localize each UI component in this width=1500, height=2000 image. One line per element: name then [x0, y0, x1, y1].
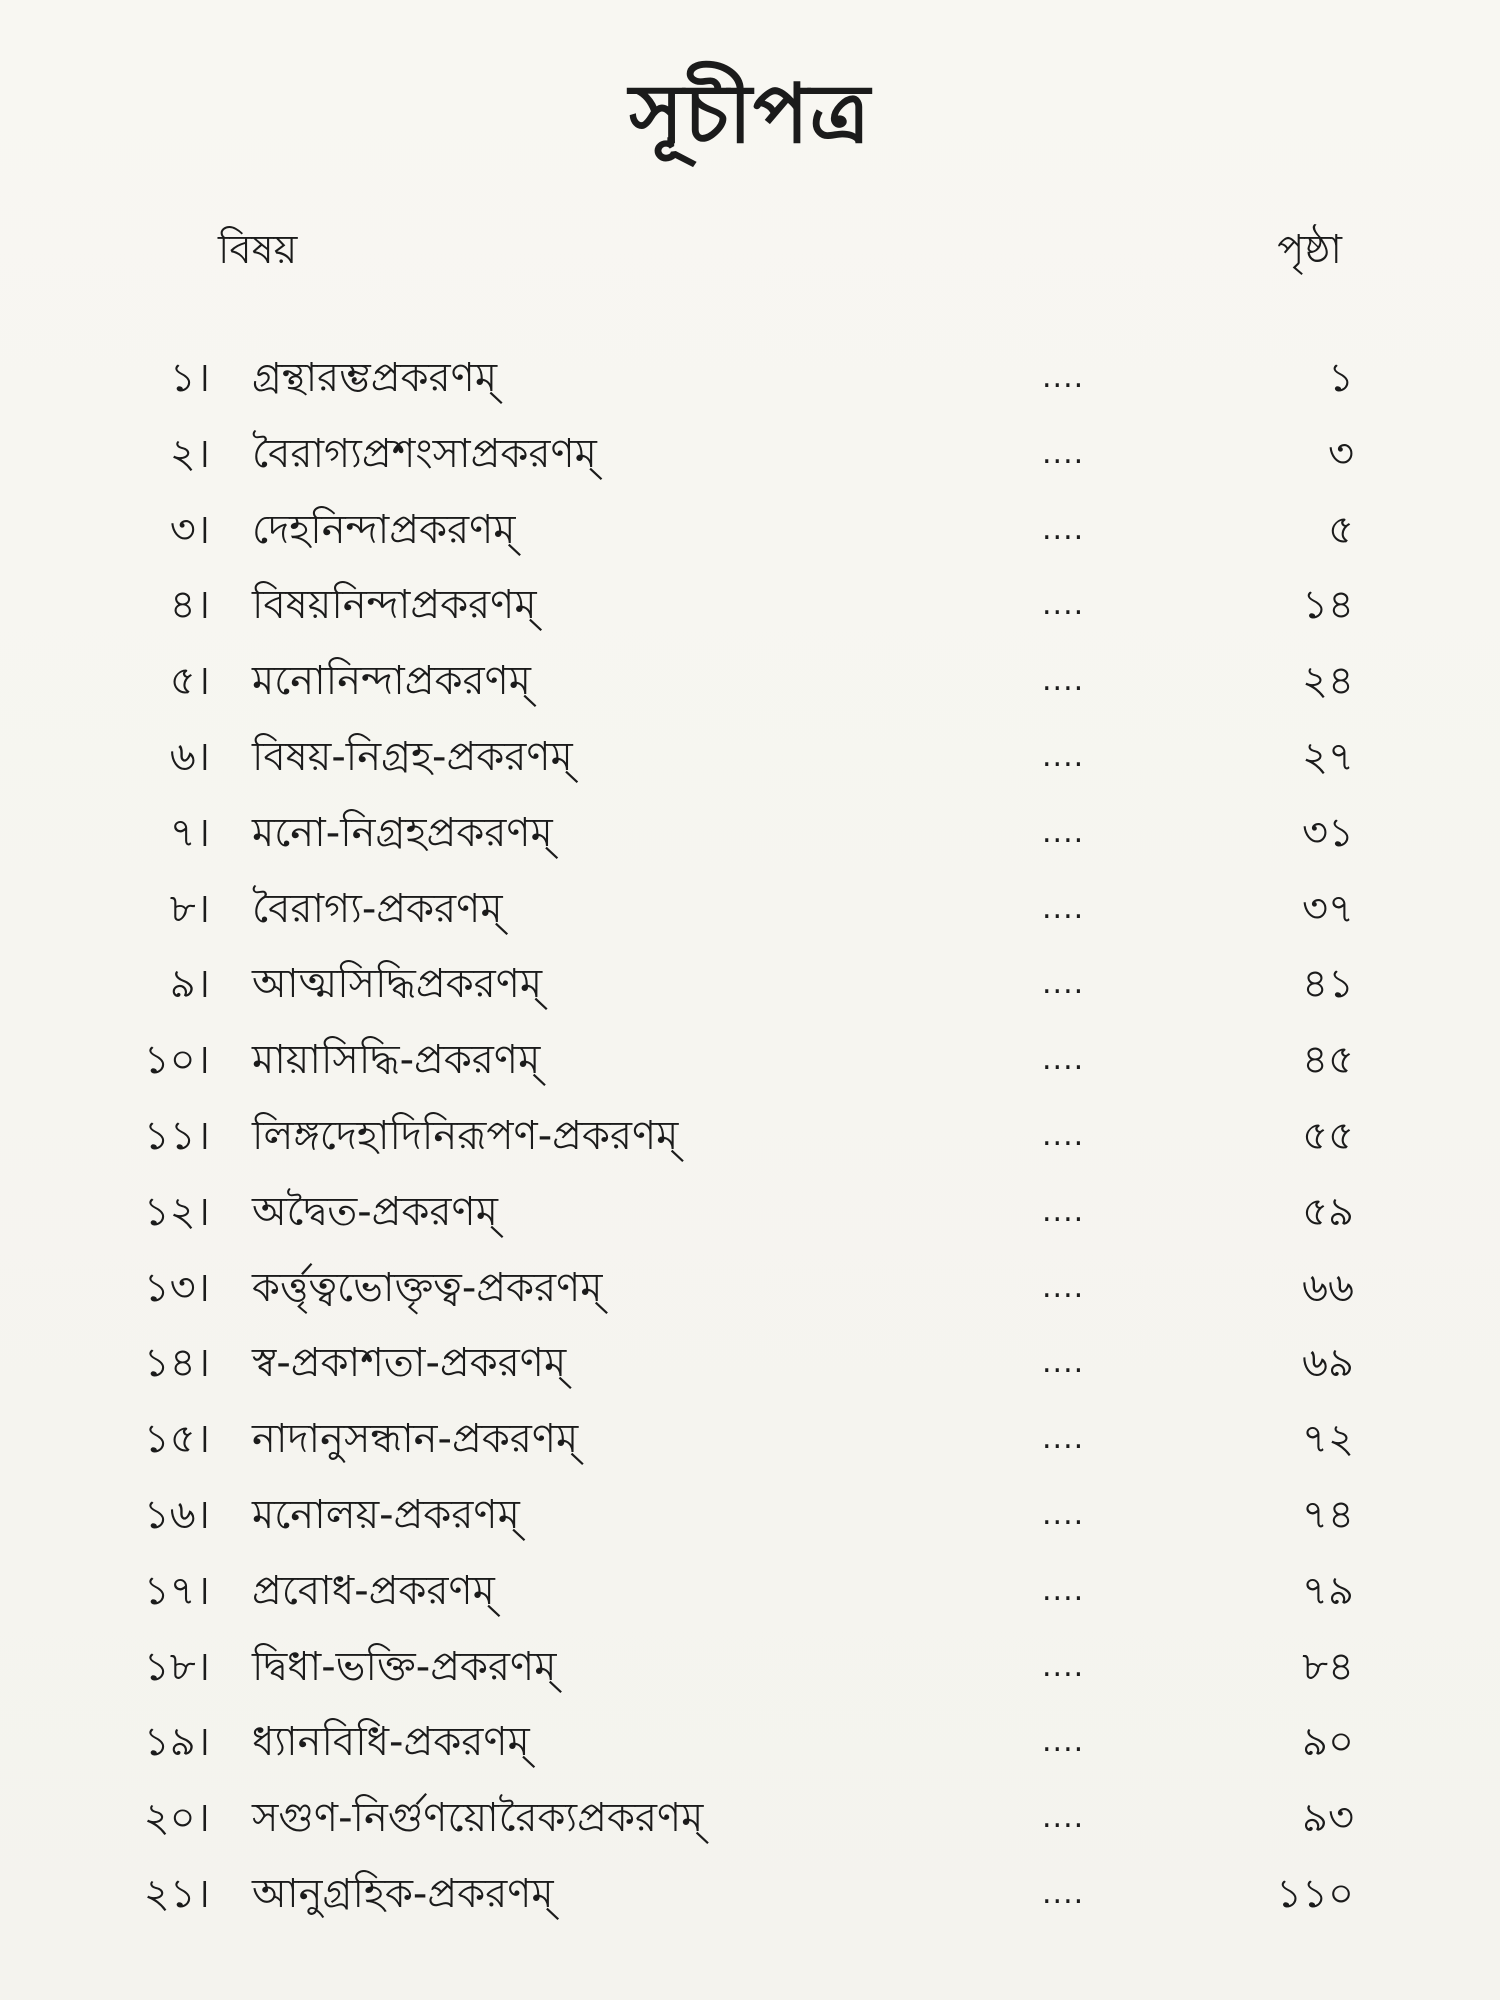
entry-page-number: ৬৬ [1301, 1264, 1354, 1311]
dot-leader: .... [1042, 1193, 1085, 1229]
dot-leader: .... [1042, 890, 1085, 926]
entry-number: ১। [169, 355, 210, 401]
toc-entry [0, 567, 1500, 643]
entry-title: আনুগ্রহিক-প্রকরণম্ [252, 1870, 554, 1917]
dot-leader: .... [1042, 738, 1085, 774]
entry-page-number: ৭৯ [1302, 1567, 1354, 1614]
entry-number: ২১। [143, 1870, 210, 1917]
dot-leader: .... [1042, 1345, 1085, 1381]
entry-title: মনো-নিগ্রহপ্রকরণম্ [252, 809, 553, 856]
dot-leader: .... [1042, 814, 1085, 850]
page-column-header: পৃষ্ঠা [1277, 227, 1342, 273]
entry-number: ৮। [169, 885, 210, 932]
dot-leader: .... [1042, 1496, 1085, 1532]
entry-number: ৫। [169, 658, 210, 705]
entry-page-number: ৭৪ [1302, 1491, 1354, 1538]
entry-number: ৬। [169, 733, 210, 780]
toc-entry [0, 1856, 1500, 1932]
entry-number: ১৪। [143, 1340, 210, 1387]
entry-page-number: ২৪ [1302, 658, 1354, 705]
entry-number: ১৩। [143, 1264, 210, 1311]
toc-entry [0, 1704, 1500, 1780]
toc-entry [0, 1250, 1500, 1326]
entry-page-number: ৪১ [1302, 961, 1354, 1008]
entry-number: ১৮। [143, 1643, 210, 1690]
entry-title: সগুণ-নির্গুণয়োরৈক্যপ্রকরণম্ [252, 1795, 704, 1842]
toc-entry [0, 416, 1500, 492]
subject-column-header: বিষয় [218, 227, 298, 273]
toc-entry [0, 1401, 1500, 1477]
entry-title: বৈরাগ্য-প্রকরণম্ [252, 885, 503, 932]
page-title: সূচীপত্র [629, 67, 871, 162]
entry-title: মনোনিন্দাপ্রকরণম্ [252, 658, 532, 705]
entry-number: ১৫। [143, 1416, 210, 1463]
entry-page-number: ৩১ [1302, 809, 1354, 856]
dot-leader: .... [1042, 1648, 1085, 1684]
entry-number: ১১। [143, 1112, 210, 1159]
toc-entry [0, 492, 1500, 568]
dot-leader: .... [1042, 966, 1085, 1002]
entry-number: ১৬। [143, 1491, 210, 1538]
entry-title: গ্রন্থারম্ভপ্রকরণম্ [252, 355, 498, 401]
entry-page-number: ৮৪ [1302, 1643, 1354, 1690]
dot-leader: .... [1042, 511, 1085, 547]
dot-leader: .... [1042, 1800, 1085, 1836]
dot-leader: .... [1042, 1724, 1085, 1760]
dot-leader: .... [1042, 1421, 1085, 1457]
toc-entry [0, 1629, 1500, 1705]
entry-page-number: ৫৯ [1302, 1188, 1354, 1235]
entry-page-number: ৯০ [1302, 1719, 1354, 1766]
entry-page-number: ৯৩ [1302, 1795, 1354, 1842]
dot-leader: .... [1042, 1875, 1085, 1911]
dot-leader: .... [1042, 663, 1085, 699]
entry-title: প্রবোধ-প্রকরণম্ [252, 1567, 495, 1614]
entry-number: ২। [169, 430, 210, 477]
dot-leader: .... [1042, 1042, 1085, 1078]
entry-page-number: ৩ [1327, 430, 1354, 477]
entry-title: স্ব-প্রকাশতা-প্রকরণম্ [252, 1340, 567, 1387]
entry-number: ১৯। [143, 1719, 210, 1766]
toc-entry [0, 1022, 1500, 1098]
toc-entry [0, 1553, 1500, 1629]
entry-page-number: ৩৭ [1301, 885, 1354, 932]
entry-title: মনোলয়-প্রকরণম্ [252, 1491, 520, 1538]
toc-entry [0, 795, 1500, 871]
entry-title: মায়াসিদ্ধি-প্রকরণম্ [252, 1037, 541, 1084]
dot-leader: .... [1042, 1269, 1085, 1305]
entry-number: ১০। [143, 1037, 210, 1084]
entry-page-number: ৬৯ [1302, 1340, 1354, 1387]
toc-entry [0, 719, 1500, 795]
dot-leader: .... [1042, 1117, 1085, 1153]
toc-entry [0, 340, 1500, 416]
toc-entry [0, 871, 1500, 947]
dot-leader: .... [1042, 360, 1085, 395]
entry-page-number: ১১০ [1276, 1870, 1354, 1917]
entry-number: ৪। [169, 582, 210, 629]
entry-number: ১২। [143, 1188, 210, 1235]
entry-number: ৭। [169, 809, 210, 856]
entry-page-number: ২৭ [1301, 733, 1354, 780]
toc-entry [0, 1780, 1500, 1856]
entry-title: বিষয়-নিগ্রহ-প্রকরণম্ [252, 733, 573, 780]
entry-title: দ্বিধা-ভক্তি-প্রকরণম্ [252, 1643, 557, 1690]
toc-entry [0, 643, 1500, 719]
entry-page-number: ৪৫ [1302, 1037, 1354, 1084]
entry-title: অদ্বৈত-প্রকরণম্ [252, 1188, 498, 1235]
toc-entry [0, 1098, 1500, 1174]
entry-title: দেহনিন্দাপ্রকরণম্ [252, 506, 516, 553]
toc-entry [0, 1174, 1500, 1250]
entry-page-number: ১৪ [1302, 582, 1354, 629]
dot-leader: .... [1042, 435, 1085, 471]
table-of-contents [0, 340, 1500, 1932]
entry-number: ১৭। [143, 1567, 210, 1614]
toc-entry [0, 1477, 1500, 1553]
entry-page-number: ৭২ [1301, 1416, 1354, 1463]
entry-page-number: ১ [1328, 355, 1354, 401]
dot-leader: .... [1042, 587, 1085, 623]
entry-title: নাদানুসন্ধান-প্রকরণম্ [252, 1416, 579, 1463]
entry-number: ৩। [169, 506, 210, 553]
entry-title: কর্ত্তৃত্বভোক্তৃত্ব-প্রকরণম্ [252, 1264, 603, 1311]
entry-title: আত্মসিদ্ধিপ্রকরণম্ [252, 961, 543, 1008]
entry-title: লিঙ্গদেহাদিনিরূপণ-প্রকরণম্ [252, 1112, 679, 1159]
toc-entry [0, 946, 1500, 1022]
entry-title: বৈরাগ্যপ্রশংসাপ্রকরণম্ [252, 430, 597, 477]
entry-number: ২০। [143, 1795, 210, 1842]
dot-leader: .... [1042, 1572, 1085, 1608]
entry-page-number: ৫৫ [1302, 1112, 1354, 1159]
entry-title: ধ্যানবিধি-প্রকরণম্ [252, 1719, 530, 1766]
toc-entry [0, 1325, 1500, 1401]
entry-number: ৯। [169, 961, 210, 1008]
entry-page-number: ৫ [1328, 506, 1354, 553]
entry-title: বিষয়নিন্দাপ্রকরণম্ [252, 582, 537, 629]
